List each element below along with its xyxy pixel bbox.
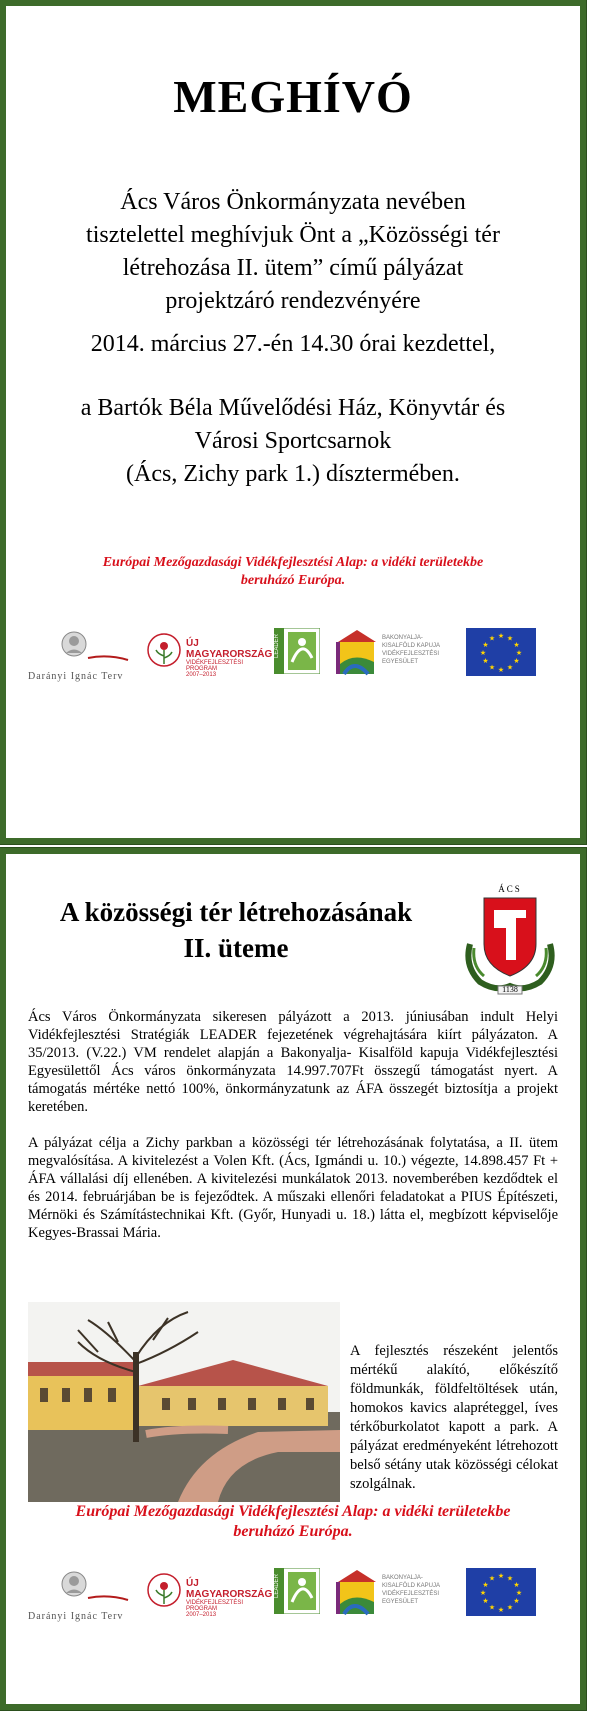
svg-text:★: ★ <box>515 1589 523 1597</box>
daranyi-logo <box>28 628 132 682</box>
svg-text:★: ★ <box>479 649 487 657</box>
svg-text:★: ★ <box>497 632 505 640</box>
svg-text:★: ★ <box>488 1574 496 1583</box>
leader-logo <box>274 1568 320 1614</box>
intro-line: projektzáró rendezvényére <box>165 288 421 314</box>
heading-line: A közösségi tér létrehozásának <box>59 897 413 927</box>
leader-text: LEADER <box>274 634 280 659</box>
acs-coat-of-arms <box>460 886 560 998</box>
invitation-date: 2014. március 27.-én 14.30 órai kezdettel, <box>90 331 496 357</box>
invitation-intro <box>36 186 550 318</box>
daranyi-logo <box>28 1568 132 1622</box>
svg-text:★: ★ <box>479 1589 487 1597</box>
eu-slogan-line: beruházó Európa. <box>233 1523 353 1540</box>
daranyi-text: Darányi Ignác Terv <box>28 671 124 682</box>
eu-slogan-line: beruházó Európa. <box>240 573 346 588</box>
bakonyalja-logo <box>334 628 448 682</box>
umvp-years: 2007–2013 <box>186 1612 217 1618</box>
svg-text:★: ★ <box>497 666 505 674</box>
svg-text:★: ★ <box>506 634 514 643</box>
bakonyalja-text: BAKONYALJA- KISALFÖLD KAPUJA VIDÉKFEJLESZTÉSI EGYESÜLET <box>382 1575 440 1605</box>
svg-text:★: ★ <box>497 1606 505 1614</box>
heading-line: II. üteme <box>183 933 289 963</box>
venue-line: a Bartók Béla Művelődési Ház, Könyvtár és <box>80 395 506 421</box>
project-panel <box>0 848 586 1710</box>
logo-strip <box>28 628 566 688</box>
eu-slogan-2 <box>26 1502 560 1542</box>
svg-text:★: ★ <box>497 1572 505 1580</box>
crest-label: ÁCS <box>498 884 522 894</box>
svg-text:★: ★ <box>506 663 514 672</box>
umvp-subtitle: VIDÉKFEJLESZTÉSI PROGRAM <box>186 1600 244 1612</box>
svg-text:★: ★ <box>488 1603 496 1612</box>
bakonyalja-text: BAKONYALJA- KISALFÖLD KAPUJA VIDÉKFEJLESZTÉSI EGYESÜLET <box>382 635 440 665</box>
eu-slogan-line: Európai Mezőgazdasági Vidékfejlesztési Alap: a vidéki területekbe <box>102 555 484 570</box>
intro-line: létrehozása II. ütem” című pályázat <box>122 255 464 281</box>
svg-text:★: ★ <box>482 641 489 649</box>
umvp-subtitle: VIDÉKFEJLESZTÉSI PROGRAM <box>186 660 244 672</box>
svg-text:★: ★ <box>482 1597 489 1605</box>
venue-line: (Ács, Zichy park 1.) dísztermében. <box>126 461 460 487</box>
bakonyalja-logo <box>334 1568 448 1622</box>
svg-text:★: ★ <box>513 641 520 649</box>
svg-text:★: ★ <box>482 657 489 665</box>
intro-line: Ács Város Önkormányzata nevében <box>120 189 466 215</box>
svg-text:★: ★ <box>513 657 520 665</box>
invitation-venue <box>36 392 550 491</box>
park-photo <box>28 1302 340 1502</box>
project-heading <box>6 894 466 966</box>
eu-slogan-line: Európai Mezőgazdasági Vidékfejlesztési Alap: a vidéki területekbe <box>75 1503 511 1520</box>
venue-line: Városi Sportcsarnok <box>194 428 392 454</box>
project-paragraph-2: A pályázat célja a Zichy parkban a közösségi tér létrehozásának folytatása, a II. ütem megvalósítása. A kivitelezést a Volen Kft. (Ács, Igmándi u. 10.) végezte, 14.898.457 Ft + ÁFA vállalási díj ellenében. A kivitelezési munkálatok 2013. novemberében kezdődtek el és 2014. februárjában be is fejeződtek. A műszaki ellenőri feladatokat a PIUS Építészeti, Mérnöki és Számítástechnikai Kft. (Győr, Hunyadi u. 18.) látta el, megbízott képviselője Kegyes-Brassai Mária. <box>28 1135 558 1241</box>
leader-logo <box>274 628 320 674</box>
svg-text:★: ★ <box>506 1603 514 1612</box>
svg-text:★: ★ <box>515 649 523 657</box>
umvp-years: 2007–2013 <box>186 672 217 678</box>
eu-flag-logo <box>466 628 536 676</box>
crest-year: 1138 <box>502 985 518 994</box>
svg-text:★: ★ <box>513 1597 520 1605</box>
eu-flag-logo <box>466 1568 536 1616</box>
project-side-text: A fejlesztés részeként jelentős mértékű alakító, előkészítő földmunkák, földfeltöltések után, homokos kavics alapréteggel, íves térkőburkolatot kapott a park. A pályázat eredményeként létrehozott belső sétány utak közösségi célokat szolgálnak. <box>350 1343 558 1492</box>
svg-text:★: ★ <box>482 1581 489 1589</box>
svg-text:★: ★ <box>506 1574 514 1583</box>
daranyi-text: Darányi Ignác Terv <box>28 1611 124 1622</box>
invitation-title: MEGHÍVÓ <box>173 71 413 122</box>
logo-strip-2 <box>28 1568 566 1628</box>
intro-line: tisztelettel meghívjuk Önt a „Közösségi tér <box>86 222 500 248</box>
umvp-title: ÚJ MAGYARORSZÁG <box>186 638 273 660</box>
invitation-panel <box>0 0 586 844</box>
leader-text: LEADER <box>274 1574 280 1599</box>
umvp-title: ÚJ MAGYARORSZÁG <box>186 1578 273 1600</box>
svg-text:★: ★ <box>488 634 496 643</box>
svg-text:★: ★ <box>488 663 496 672</box>
eu-slogan <box>46 554 540 590</box>
svg-text:★: ★ <box>513 1581 520 1589</box>
project-paragraph-1: Ács Város Önkormányzata sikeresen pályázott a 2013. júniusában indult Helyi Vidékfejlesztési Stratégiák LEADER fejezetének végrehajtására kiírt pályázaton. A 35/2013. (V.22.) VM rendelet alapján a Bakonyalja- Kisalföld kapuja Vidékfejlesztési Egyesülettől Ács város önkormányzata 14.997.707Ft összegű támogatást nyert. A támogatás mértéke nettó 100%, önkormányzatunk az ÁFA összegét biztosítja a projekt keretében. <box>28 1009 558 1115</box>
